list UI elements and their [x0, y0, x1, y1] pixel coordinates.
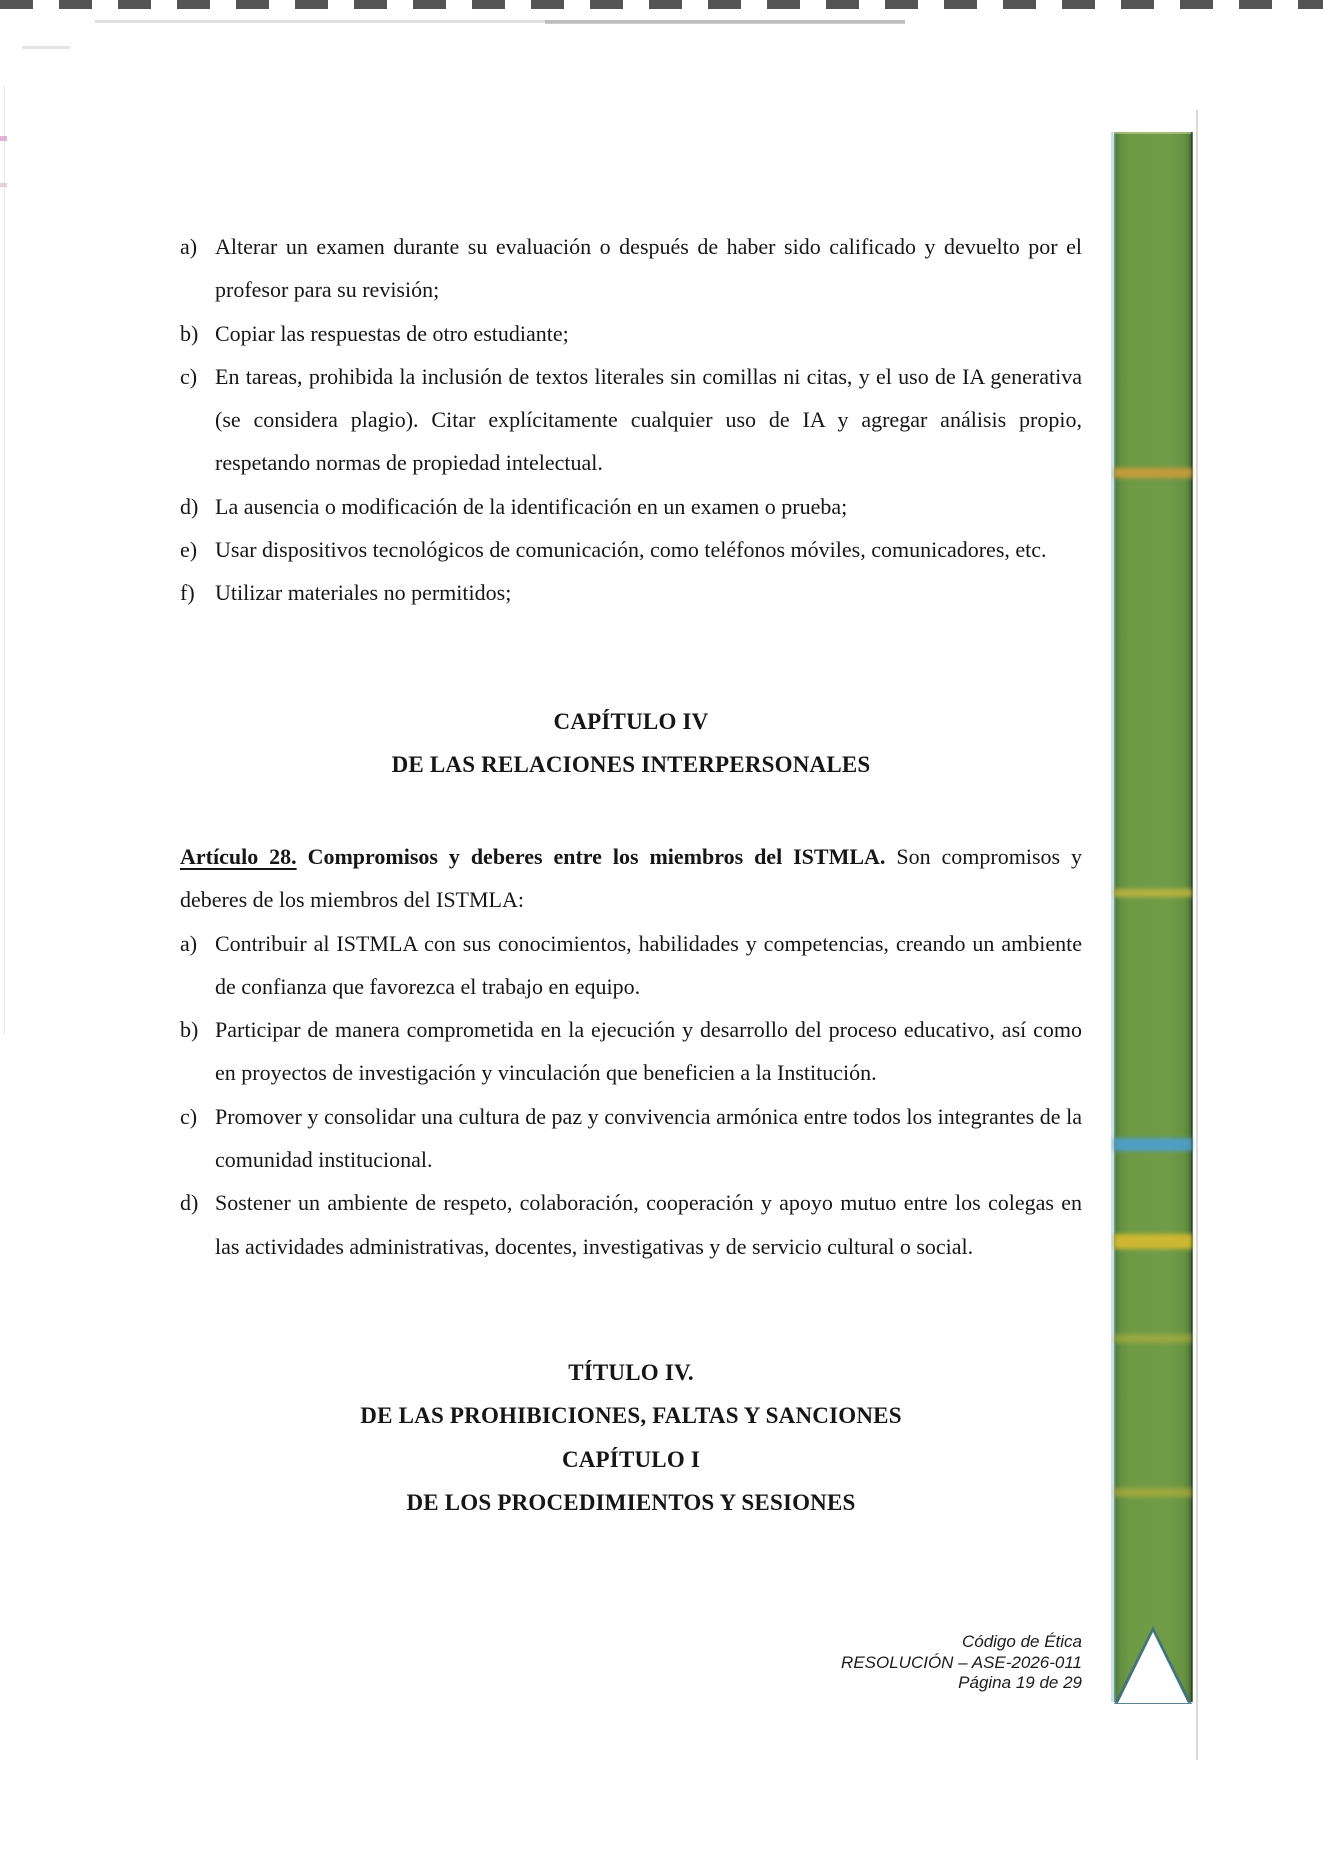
list-item-text: La ausencia o modificación de la identificación en un examen o prueba; — [215, 493, 848, 519]
scan-artifact-edge-line — [4, 85, 5, 1035]
footer-resolution: RESOLUCIÓN – ASE-2026-011 — [841, 1652, 1082, 1672]
title-line: DE LOS PROCEDIMIENTOS Y SESIONES — [406, 1489, 856, 1515]
ribbon-color-band — [1114, 1488, 1192, 1497]
list-item — [180, 1181, 1082, 1268]
scan-artifact-streak — [545, 20, 905, 24]
list-item-text: En tareas, prohibida la inclusión de textos literales sin comillas ni citas, y el uso de IA generativa (se considera plagio). Citar explícitamente cualquier uso de IA y agregar análisis propio, respetando normas de propiedad intelectual. — [215, 363, 1082, 476]
list-item-letter: b) — [180, 320, 199, 346]
title-line: CAPÍTULO I — [561, 1446, 701, 1472]
list-item — [180, 1008, 1082, 1095]
title-iv-heading — [180, 1351, 1082, 1524]
title-line: TÍTULO IV. — [568, 1360, 694, 1385]
list-item-letter: b) — [180, 1017, 199, 1043]
ribbon-right-edge — [1191, 132, 1193, 1702]
bookmark-ribbon — [1114, 132, 1192, 1702]
article-number: Artículo 28. — [180, 844, 297, 869]
article-28-list — [180, 922, 1082, 1268]
scan-artifact-pink-mark — [0, 183, 7, 187]
list-item-text: Sostener un ambiente de respeto, colaboración, cooperación y apoyo mutuo entre los colegas en las actividades administrativas, docentes, investigativas y de servicio cultural o social. — [215, 1190, 1082, 1259]
list-item-text: Participar de manera comprometida en la ejecución y desarrollo del proceso educativo, así como en proyectos de investigación y vinculación que beneficien a la Institución. — [215, 1017, 1082, 1086]
scan-artifact-top-dashes — [0, 0, 1323, 9]
list-item — [180, 922, 1082, 1009]
list-item — [180, 312, 1082, 355]
list-item — [180, 485, 1082, 528]
chapter-subtitle: DE LAS RELACIONES INTERPERSONALES — [391, 752, 871, 778]
ribbon-color-band — [1114, 1138, 1192, 1151]
article-intro-tail: Son compromisos y deberes de los miembros del ISTMLA: — [180, 844, 1083, 913]
ribbon-color-band — [1114, 1334, 1192, 1343]
ribbon-color-band — [1114, 889, 1192, 897]
list-item-letter: a) — [180, 930, 198, 956]
list-item-text: Alterar un examen durante su evaluación o después de haber sido calificado y devuelto por el profesor para su revisión; — [215, 234, 1082, 303]
list-item-letter: c) — [180, 1103, 198, 1129]
list-item-text: Utilizar materiales no permitidos; — [215, 580, 512, 606]
scan-artifact-streak — [22, 46, 70, 49]
list-item-letter: f) — [180, 580, 195, 606]
list-item-text: Copiar las respuestas de otro estudiante; — [215, 320, 569, 346]
list-item — [180, 1095, 1082, 1182]
list-item — [180, 355, 1082, 485]
article-28-intro — [180, 835, 1082, 922]
ribbon-tail-notch — [1118, 1632, 1188, 1703]
page-footer — [582, 1632, 1082, 1694]
list-item-text: Usar dispositivos tecnológicos de comunicación, como teléfonos móviles, comunicadores, etc. — [215, 537, 1047, 563]
footer-doc-name: Código de Ética — [961, 1632, 1082, 1651]
list-item-letter: d) — [180, 493, 199, 519]
list-item-letter: d) — [180, 1190, 199, 1216]
title-line: DE LAS PROHIBICIONES, FALTAS Y SANCIONES — [360, 1403, 902, 1429]
ribbon-left-edge-glow — [1111, 132, 1114, 1702]
ribbon-color-band — [1114, 1234, 1192, 1249]
chapter-iv-heading — [180, 700, 1082, 787]
list-item-text: Contribuir al ISTMLA con sus conocimientos, habilidades y competencias, creando un ambiente de confianza que favorezca el trabajo en equipo. — [215, 930, 1082, 999]
list-item-letter: e) — [180, 537, 198, 563]
page-edge-shadow-line — [1196, 110, 1198, 1760]
chapter-title: CAPÍTULO IV — [553, 709, 709, 734]
list-item-text: Promover y consolidar una cultura de paz y convivencia armónica entre todos los integrantes de la comunidad institucional. — [215, 1103, 1082, 1173]
list-item — [180, 571, 1082, 614]
article-28-section — [180, 835, 1082, 1268]
list-item-letter: c) — [180, 363, 198, 389]
scan-artifact-pink-mark — [0, 136, 7, 141]
list-item — [180, 225, 1082, 312]
ribbon-color-band — [1114, 468, 1192, 478]
article-title: Compromisos y deberes entre los miembros del ISTMLA. — [307, 844, 886, 869]
prohibitions-list — [180, 225, 1082, 615]
list-item-letter: a) — [180, 234, 198, 259]
footer-page-number: Página 19 de 29 — [958, 1673, 1082, 1692]
list-item — [180, 528, 1082, 571]
